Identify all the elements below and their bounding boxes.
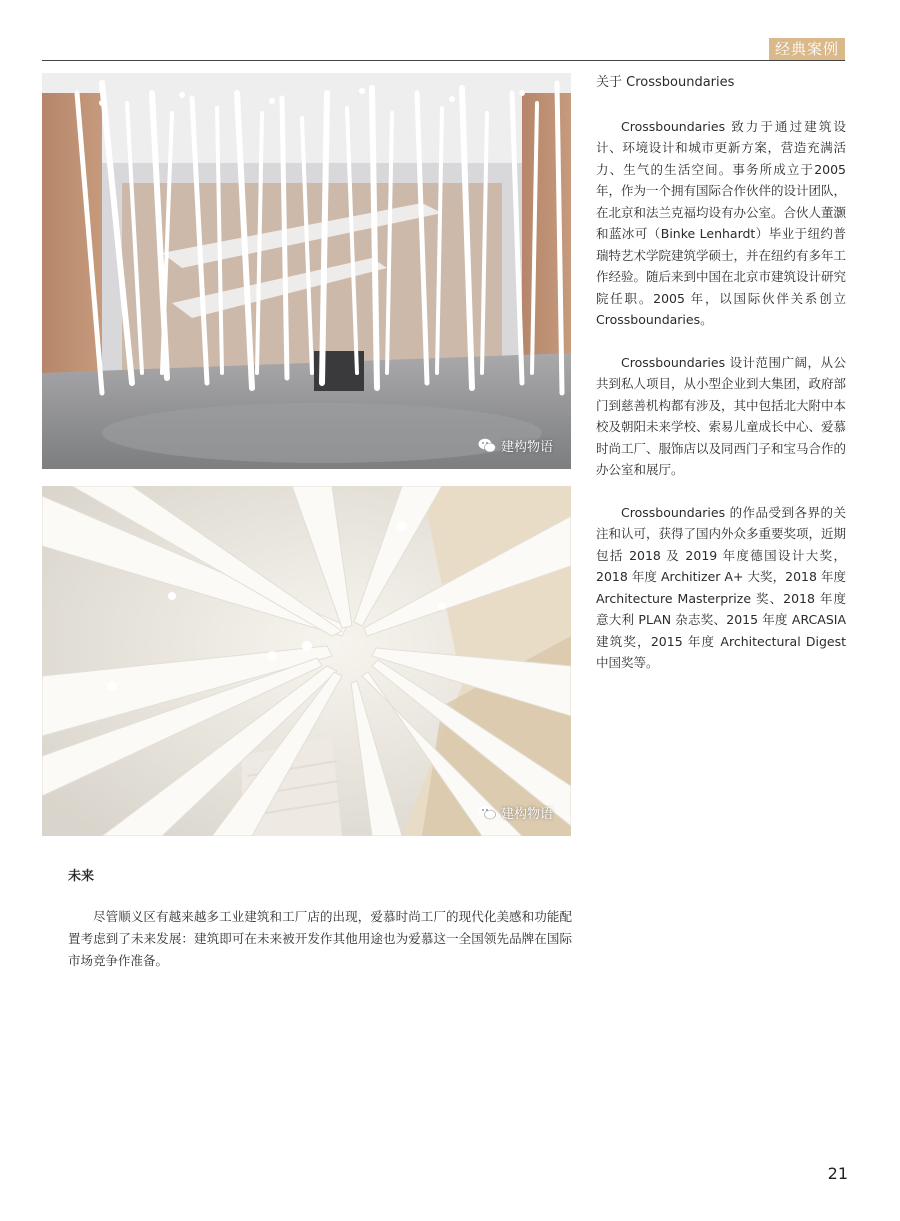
atrium-photo-image <box>42 73 571 469</box>
future-paragraph: 尽管顺义区有越来越多工业建筑和工厂店的出现，爱慕时尚工厂的现代化美感和功能配置考虑到了未来发展：建筑即可在未来被开发作其他用途也为爱慕这一全国领先品牌在国际市场竞争作准备。 <box>68 909 572 968</box>
wechat-icon <box>478 805 496 820</box>
about-title: 关于 Crossboundaries <box>596 75 735 90</box>
about-paragraph-1: Crossboundaries 致力于通过建筑设计、环境设计和城市更新方案，营造充满活力、生气的生活空间。事务所成立于2005年，作为一个拥有国际合作伙伴的设计团队，在北京和法兰克福均设有办公室。合伙人董灏和蓝冰可（Binke Lenhardt）毕业于纽约普瑞特艺术学院建筑学硕士，并在纽约有多年工作经验。随后来到中国在北京市建筑设计研究院任职。2005 年，以国际伙伴关系创立 Crossboundaries。 <box>596 118 847 327</box>
photo-watermark <box>478 436 553 455</box>
column-detail-photo-image <box>42 486 571 836</box>
section-label: 经典案例 <box>769 38 845 60</box>
about-section <box>596 72 846 695</box>
about-paragraph-2: Crossboundaries 设计范围广阔，从公共到私人项目，从小型企业到大集团，政府部门到慈善机构都有涉及，其中包括北大附中本校及朝阳未来学校、索易儿童成长中心、爱慕时尚工厂、服饰店以及同西门子和宝马合作的办公室和展厅。 <box>596 354 847 477</box>
future-title: 未来 <box>68 869 95 884</box>
photo-watermark <box>478 803 553 822</box>
page-number: 21 <box>827 1164 848 1183</box>
header-rule <box>42 60 845 61</box>
atrium-photo <box>42 73 571 469</box>
column-detail-photo <box>42 486 571 836</box>
wechat-icon <box>478 438 496 453</box>
future-section <box>42 866 572 972</box>
watermark-text: 建构物语 <box>500 440 553 455</box>
about-paragraph-3: Crossboundaries 的作品受到各界的关注和认可，获得了国内外众多重要奖项，近期包括 2018 及 2019 年度德国设计大奖，2018 年度 Architizer A+ 大奖，2018 年度 Architecture Masterprize 奖、2018 年度意大利 PLAN 杂志奖、2015 年度 ARCASIA 建筑奖，2015 年度 Architectural Digest 中国奖等。 <box>596 504 847 670</box>
watermark-text: 建构物语 <box>500 807 553 822</box>
